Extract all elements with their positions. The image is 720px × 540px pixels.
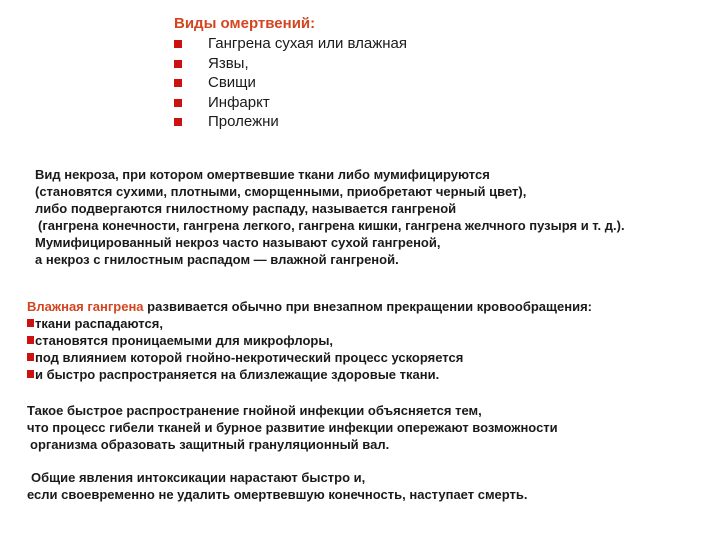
square-bullet-icon [174,79,182,87]
list-item-text: Язвы, [208,54,249,72]
paragraph-line: Мумифицированный некроз часто называют сухой гангреной, [35,235,441,250]
paragraph-line: (гангрена конечности, гангрена легкого, гангрена кишки, гангрена желчного пузыря и т. д.). [38,218,625,233]
list-item-text: и быстро распространяется на близлежащие здоровые ткани. [35,367,440,382]
list-item [174,34,407,54]
wet-gangrene-paragraph [27,298,592,383]
list-item [174,112,407,132]
square-bullet-icon [174,118,182,126]
infection-spread-paragraph [27,402,558,453]
paragraph-text: развивается обычно при внезапном прекращении кровообращения: [143,299,592,314]
list-item-text: Пролежни [208,113,279,130]
paragraph-line: Такое быстрое распространение гнойной инфекции объясняется тем, [27,403,482,418]
square-bullet-icon [174,99,182,107]
square-bullet-icon [174,60,182,68]
list-item-text: Гангрена сухая или влажная [208,35,407,52]
list-item [174,54,407,74]
paragraph-line: Общие явления интоксикации нарастают быстро и, [31,470,366,485]
list-item [27,366,592,383]
list-heading: Виды омертвений: [174,15,316,32]
types-items [174,34,407,132]
list-item-text: Свищи [208,74,256,91]
paragraph-line: что процесс гибели тканей и бурное развитие инфекции опережают возможности [27,420,558,435]
paragraph-line: организма образовать защитный грануляционный вал. [30,437,390,452]
list-item-text: под влиянием которой гнойно-некротический процесс ускоряется [35,350,464,365]
list-item [174,73,407,93]
square-bullet-icon [27,336,34,344]
square-bullet-icon [174,40,182,48]
list-item-text: Инфаркт [208,93,270,111]
square-bullet-icon [27,319,34,327]
list-item [27,332,592,349]
list-item [27,349,592,366]
paragraph-line: Вид некроза, при котором омертвевшие ткани либо мумифицируются [35,167,490,182]
wet-gangrene-term: Влажная гангрена [27,299,144,314]
square-bullet-icon [27,370,34,378]
list-item-text: становятся проницаемыми для микрофлоры, [35,333,334,348]
list-item [27,315,592,332]
list-item [174,93,407,113]
paragraph-line: если своевременно не удалить омертвевшую конечность, наступает смерть. [27,487,528,502]
paragraph-line [27,298,592,315]
paragraph-line: либо подвергаются гнилостному распаду, называется гангреной [35,201,457,216]
paragraph-line: а некроз с гнилостным распадом — влажной гангреной. [35,252,399,267]
necrosis-types-list [174,14,407,132]
square-bullet-icon [27,353,34,361]
intoxication-paragraph [27,469,528,503]
list-item-text: ткани распадаются, [35,316,163,331]
paragraph-line: (становятся сухими, плотными, сморщенными, приобретают черный цвет), [35,184,527,199]
gangrene-definition-paragraph [35,166,625,268]
